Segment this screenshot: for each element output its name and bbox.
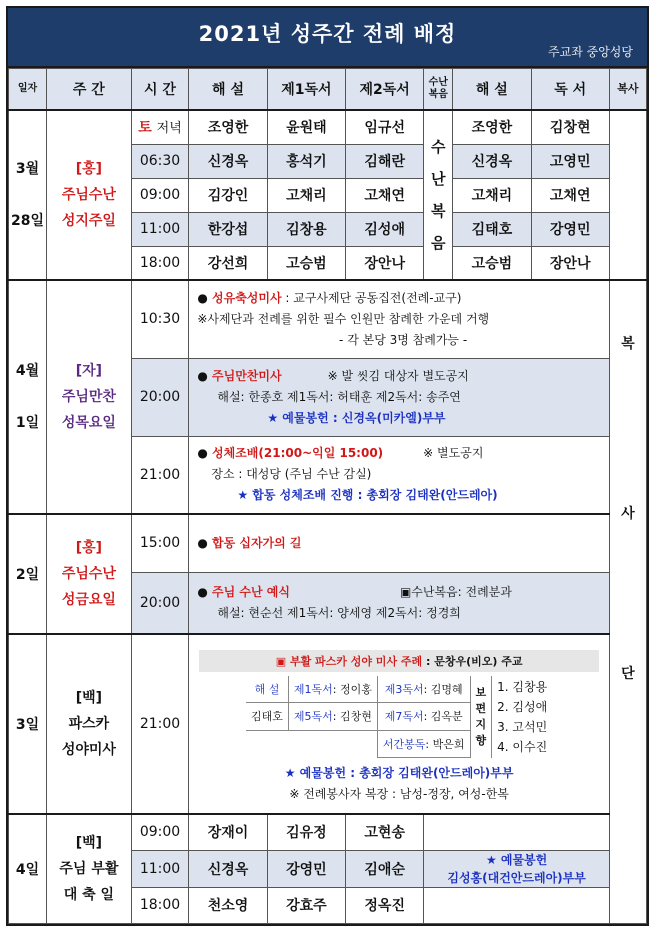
reader-2: 김해란 xyxy=(346,144,424,178)
event-passion-rite: ● 주님 수난 예식 ▣수난복음: 전례분과 해설: 현순선 제1독서: 양세영 제2독서: 정경희 xyxy=(189,572,610,634)
reader-1: 윤원태 xyxy=(267,110,345,144)
time-cell: 09:00 xyxy=(131,178,189,212)
commentator: 김강인 xyxy=(189,178,267,212)
server-vertical-cell: 복 사 단 xyxy=(609,280,646,923)
week-cell xyxy=(47,110,132,280)
event-lords-supper: ● 주님만찬미사 ※ 발 씻김 대상자 별도공지 해설: 한종호 제1독서: 허태훈 제2독서: 송주연 ★ 예물봉헌 : 신경옥(미카엘)부부 xyxy=(189,358,610,436)
week-cell: [백] 주님 부활 대 축 일 xyxy=(47,814,132,923)
date-cell: 3일 xyxy=(9,634,47,814)
date-cell: 4일 xyxy=(9,814,47,923)
schedule-document xyxy=(6,6,649,926)
reader: 장안나 xyxy=(531,246,609,280)
header-reading2: 제2독서 xyxy=(346,69,424,111)
reader-2: 정옥진 xyxy=(346,887,424,923)
date-month: 3월 xyxy=(15,161,40,177)
reader: 고영민 xyxy=(531,144,609,178)
time-cell: 06:30 xyxy=(131,144,189,178)
time-cell: 11:00 xyxy=(131,850,189,887)
header-time: 시 간 xyxy=(131,69,189,111)
table-row xyxy=(9,514,647,572)
reader-2: 김애순 xyxy=(346,850,424,887)
reader-2: 고현송 xyxy=(346,814,424,850)
commentator: 천소영 xyxy=(189,887,267,923)
reader-1: 강효주 xyxy=(267,887,345,923)
time-cell: 09:00 xyxy=(131,814,189,850)
reader: 고채연 xyxy=(531,178,609,212)
time-cell: 20:00 xyxy=(131,572,189,634)
liturgical-color: [홍] xyxy=(75,161,103,177)
saturday-mark: 토 xyxy=(138,120,152,137)
title-bar xyxy=(8,8,647,68)
header-reader: 독 서 xyxy=(531,69,609,111)
event-chrism-mass: ● 성유축성미사 : 교구사제단 공동집전(전례-교구) ※사제단과 전례를 위한 필수 인원만 참례한 가운데 거행 - 각 본당 3명 참례가능 - xyxy=(189,280,610,358)
date-day: 28일 xyxy=(11,213,45,229)
commentator-2: 고채리 xyxy=(453,178,531,212)
time-cell: 11:00 xyxy=(131,212,189,246)
header-commentary: 해 설 xyxy=(189,69,267,111)
event-adoration: ● 성체조배(21:00~익일 15:00) ※ 별도공지 장소 : 대성당 (주님 수난 감실) ★ 합동 성체조배 진행 : 총회장 김태완(안드레아) xyxy=(189,436,610,514)
header-server: 복사 xyxy=(609,69,646,111)
week-cell: [백] 파스카 성야미사 xyxy=(47,634,132,814)
date-cell: 4월 1일 xyxy=(9,280,47,514)
reader-2: 장안나 xyxy=(346,246,424,280)
header-commentary2: 해 설 xyxy=(453,69,531,111)
week-cell: [홍] 주님수난 성금요일 xyxy=(47,514,132,634)
header-week: 주 간 xyxy=(47,69,132,111)
time-cell: 20:00 xyxy=(131,358,189,436)
reader-2: 고채연 xyxy=(346,178,424,212)
reader-2: 임규선 xyxy=(346,110,424,144)
commentator: 강선희 xyxy=(189,246,267,280)
event-stations: ● 합동 십자가의 길 xyxy=(189,514,610,572)
commentator-2: 김태호 xyxy=(453,212,531,246)
date-cell xyxy=(9,110,47,280)
parish-name: 주교좌 중앙성당 xyxy=(548,45,633,59)
reader-2: 김성애 xyxy=(346,212,424,246)
table-row xyxy=(9,110,647,144)
reader: 김창현 xyxy=(531,110,609,144)
table-row xyxy=(9,280,647,358)
commentator-2: 신경옥 xyxy=(453,144,531,178)
commentator: 조영한 xyxy=(189,110,267,144)
header-day: 일자 xyxy=(9,69,47,111)
schedule-table xyxy=(8,68,647,924)
server-cell xyxy=(609,110,646,280)
reader-1: 강영민 xyxy=(267,850,345,887)
header-passion: 수난복음 xyxy=(424,69,453,111)
date-cell: 2일 xyxy=(9,514,47,634)
commentator: 한강섭 xyxy=(189,212,267,246)
table-row xyxy=(9,634,647,814)
time-cell: 21:00 xyxy=(131,436,189,514)
reader: 강영민 xyxy=(531,212,609,246)
commentator-2: 고승범 xyxy=(453,246,531,280)
week-name: 주님수난 xyxy=(61,187,116,203)
time-cell: 21:00 xyxy=(131,634,189,814)
table-row xyxy=(9,814,647,850)
vigil-banner: ▣ 부활 파스카 성야 미사 주례 : 문창우(비오) 주교 xyxy=(199,650,599,672)
easter-offering: ★ 예물봉헌 김성홍(대건안드레아)부부 xyxy=(424,850,610,887)
event-easter-vigil: ▣ 부활 파스카 성야 미사 주례 : 문창우(비오) 주교 해 설 제1독서: 정이홍 제3독서: 김명혜 보 편 지 향 1. 김창용 2. 김성애 3. 고석민 4. 이수진 김태호 제5독서: 김창현 제7독서: 김옥분 서간봉독: 박은희 ★ 예물봉헌 : 총회장 김태완(안드레아)부부 ※ 전례봉사자 복장 : 남성-정장, 여성-한복 xyxy=(189,634,610,814)
reader-1: 홍석기 xyxy=(267,144,345,178)
reader-1: 고승범 xyxy=(267,246,345,280)
passion-gospel-cell: 수 난 복 음 xyxy=(424,110,453,280)
commentator: 장재이 xyxy=(189,814,267,850)
time-cell: 18:00 xyxy=(131,246,189,280)
time-cell: 토 저녁 xyxy=(131,110,189,144)
commentator-2: 조영한 xyxy=(453,110,531,144)
reader-1: 김유정 xyxy=(267,814,345,850)
header-reading1: 제1독서 xyxy=(267,69,345,111)
commentator: 신경옥 xyxy=(189,850,267,887)
header-row xyxy=(9,69,647,111)
time-cell: 18:00 xyxy=(131,887,189,923)
time-cell: 15:00 xyxy=(131,514,189,572)
reader-1: 고채리 xyxy=(267,178,345,212)
week-cell: [자] 주님만찬 성목요일 xyxy=(47,280,132,514)
page-title: 2021년 성주간 전례 배정 xyxy=(198,22,457,46)
vigil-grid: 해 설 제1독서: 정이홍 제3독서: 김명혜 보 편 지 향 1. 김창용 2. 김성애 3. 고석민 4. 이수진 김태호 제5독서: 김창현 제7독서: 김옥분 서간봉독: 박은희 xyxy=(246,676,552,759)
week-name-2: 성지주일 xyxy=(61,213,116,229)
time-cell: 10:30 xyxy=(131,280,189,358)
commentator: 신경옥 xyxy=(189,144,267,178)
reader-1: 김창용 xyxy=(267,212,345,246)
